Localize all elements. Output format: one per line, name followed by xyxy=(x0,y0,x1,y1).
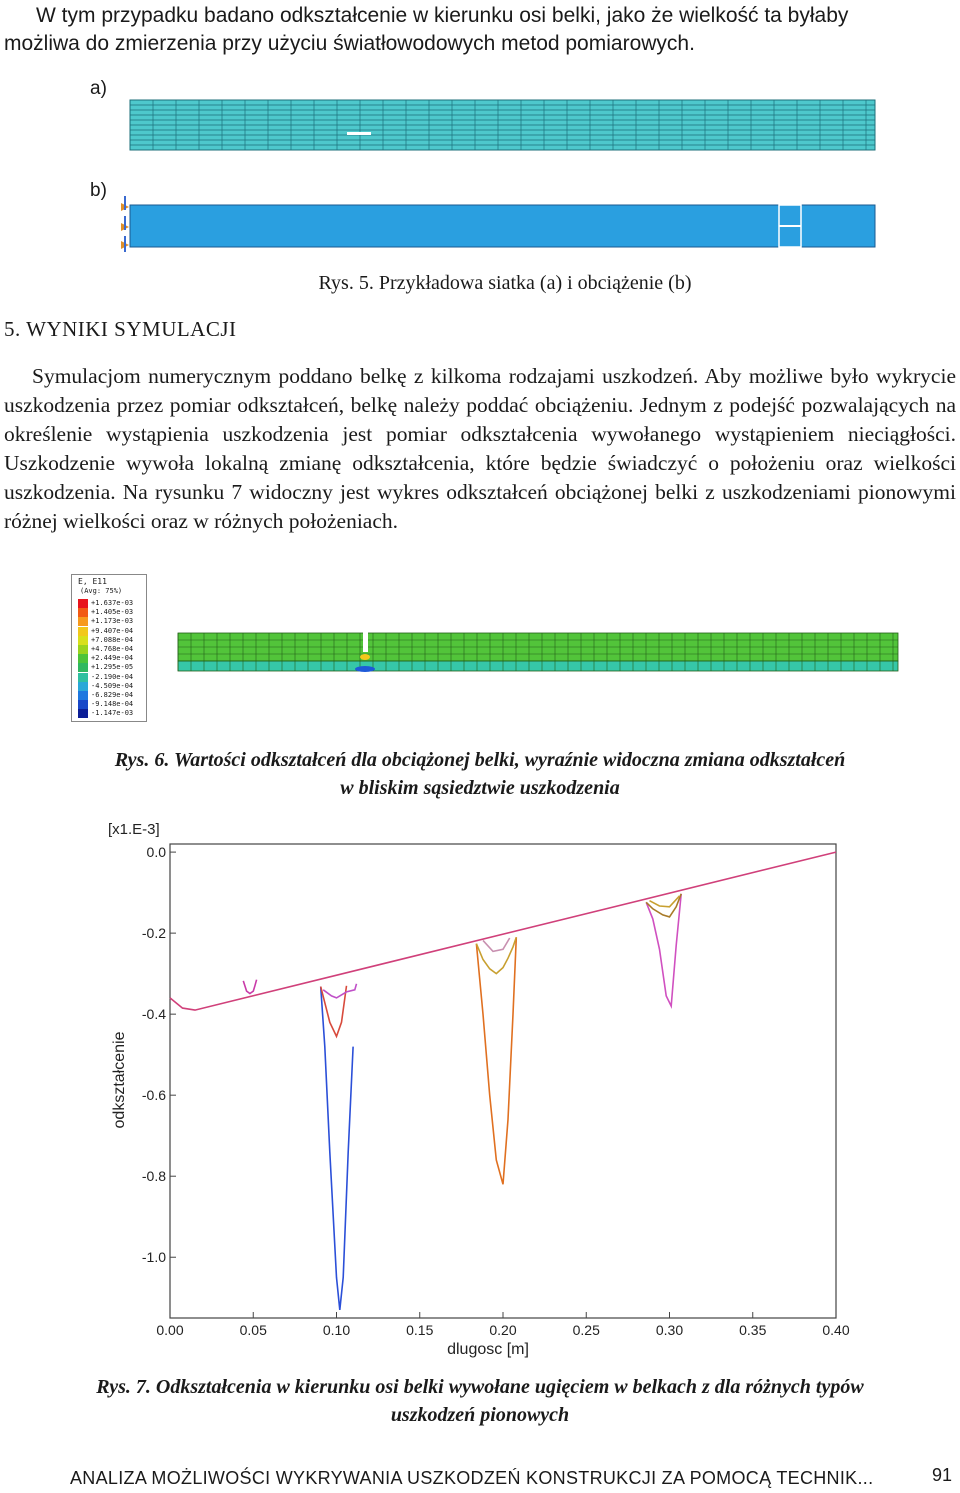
fig7-caption xyxy=(0,1373,960,1429)
legend-row xyxy=(78,709,133,718)
legend-swatch xyxy=(78,654,88,663)
top-text-line1: W tym przypadku badano odkształcenie w kierunku osi belki, jako że wielkość ta byłaby xyxy=(36,4,849,27)
series-line-8 xyxy=(646,894,681,1006)
fig6-legend xyxy=(71,574,147,722)
baseline-line xyxy=(170,852,836,1010)
legend-swatch xyxy=(78,663,88,672)
legend-value: +1.405e-03 xyxy=(91,608,134,617)
legend-row xyxy=(78,682,133,691)
x-tick-label: 0.00 xyxy=(156,1322,184,1338)
legend-swatch xyxy=(78,700,88,709)
y-tick-label: 0.0 xyxy=(146,844,166,861)
y-tick-label: -0.4 xyxy=(141,1006,166,1023)
x-tick-label: 0.20 xyxy=(489,1322,517,1338)
series-line-1 xyxy=(243,980,256,994)
legend-row xyxy=(78,691,133,700)
legend-row xyxy=(78,645,133,654)
y-tick-label: -0.8 xyxy=(141,1168,166,1185)
y-tick-label: -0.2 xyxy=(141,925,166,942)
fig7-caption-line2: uszkodzeń pionowych xyxy=(390,1404,570,1426)
series-line-7 xyxy=(483,938,510,951)
fig6-caption xyxy=(0,746,960,802)
legend-swatch xyxy=(78,608,88,617)
legend-value: +2.449e-04 xyxy=(91,654,134,663)
y-tick-label: -1.0 xyxy=(141,1249,166,1266)
fig6-caption-line2: w bliskim sąsiedztwie uszkodzenia xyxy=(340,777,620,799)
fig6-beam xyxy=(168,627,908,727)
body-paragraph: Symulacjom numerycznym poddano belkę z kilkoma rodzajami uszkodzeń. Aby możliwe było wykrycie uszkodzenia przez pomiar odkształceń, belkę należy poddać obciążeniu. Jednym z podejść pozwalających na określenie wystąpienia uszkodzenia jest pomiar odkształcenia wywołanego wystąpieniem nieciągłości. Uszkodzenie wywoła lokalną zmianę odkształcenia, które będzie świadczyć o położeniu oraz wielkości uszkodzenia. Na rysunku 7 widoczny jest wykres odkształceń obciążonej belki z uszkodzeniami pionowymi różnej wielkości oraz w różnych położeniach. xyxy=(4,364,956,533)
legend-row xyxy=(78,608,133,617)
series-line-6 xyxy=(476,937,516,973)
x-tick-label: 0.15 xyxy=(406,1322,434,1338)
legend-swatch xyxy=(78,709,88,718)
footer-title: ANALIZA MOŻLIWOŚCI WYKRYWANIA USZKODZEŃ KONSTRUKCJI ZA POMOCĄ TECHNIK... xyxy=(70,1468,874,1488)
fig5-caption-text: Rys. 5. Przykładowa siatka (a) i obciążenie (b) xyxy=(318,272,692,294)
legend-value: +1.637e-03 xyxy=(91,599,134,608)
x-tick-label: 0.30 xyxy=(655,1322,684,1338)
chart-multiplier-label: [x1.E-3] xyxy=(108,821,160,838)
legend-value: -4.509e-04 xyxy=(91,681,134,690)
chart-ylabel: odkształcenie xyxy=(111,1031,128,1129)
legend-swatch xyxy=(78,673,88,682)
plot-frame xyxy=(170,844,836,1318)
legend-rows xyxy=(78,599,133,718)
legend-row xyxy=(78,617,133,626)
y-tick-label: -0.6 xyxy=(141,1087,166,1104)
legend-swatch xyxy=(78,627,88,636)
legend-value: -1.147e-03 xyxy=(91,709,134,718)
legend-row xyxy=(78,599,133,608)
legend-swatch xyxy=(78,645,88,654)
legend-value: -6.829e-04 xyxy=(91,690,134,699)
page-number: 91 xyxy=(932,1465,953,1485)
legend-value: -9.148e-04 xyxy=(91,700,134,709)
chart-xlabel: dlugosc [m] xyxy=(447,1341,529,1358)
legend-title: E, E11 xyxy=(78,577,107,586)
legend-swatch xyxy=(78,599,88,608)
fig5-label-a: a) xyxy=(90,78,107,99)
legend-row xyxy=(78,627,133,636)
legend-value: +4.768e-04 xyxy=(91,645,134,654)
legend-swatch xyxy=(78,636,88,645)
fig7-caption-line1: Rys. 7. Odkształcenia w kierunku osi belki wywołane ugięciem w belkach z dla różnych typów xyxy=(96,1376,864,1398)
fig6-caption-line1: Rys. 6. Wartości odkształceń dla obciążonej belki, wyraźnie widoczna zmiana odkształceń xyxy=(114,749,846,771)
legend-row xyxy=(78,654,133,663)
x-tick-label: 0.25 xyxy=(572,1322,600,1338)
legend-swatch xyxy=(78,682,88,691)
legend-value: +7.088e-04 xyxy=(91,635,134,644)
legend-value: +1.173e-03 xyxy=(91,617,134,626)
x-tick-label: 0.40 xyxy=(822,1322,850,1338)
legend-row xyxy=(78,700,133,709)
legend-row xyxy=(78,663,133,672)
legend-swatch xyxy=(78,617,88,626)
fig5-label-b: b) xyxy=(90,180,107,201)
legend-row xyxy=(78,636,133,645)
legend-value: +1.295e-05 xyxy=(91,663,134,672)
figure-5 xyxy=(85,70,880,270)
x-tick-label: 0.35 xyxy=(739,1322,767,1338)
legend-value: -2.190e-04 xyxy=(91,672,134,681)
legend-row xyxy=(78,673,133,682)
legend-swatch xyxy=(78,691,88,700)
fig5-mesh xyxy=(85,70,880,270)
x-tick-label: 0.10 xyxy=(322,1322,351,1338)
fig7-chart xyxy=(100,812,880,1372)
legend-subtitle: (Avg: 75%) xyxy=(80,587,123,595)
x-tick-label: 0.05 xyxy=(239,1322,267,1338)
series-line-4 xyxy=(323,984,356,998)
legend-value: +9.407e-04 xyxy=(91,626,134,635)
top-text-line2: możliwa do zmierzenia przy użyciu światłowodowych metod pomiarowych. xyxy=(4,32,695,55)
section-heading: 5. WYNIKI SYMULACJI xyxy=(4,317,237,341)
figure-6 xyxy=(68,572,908,724)
fig5-caption xyxy=(0,272,960,295)
